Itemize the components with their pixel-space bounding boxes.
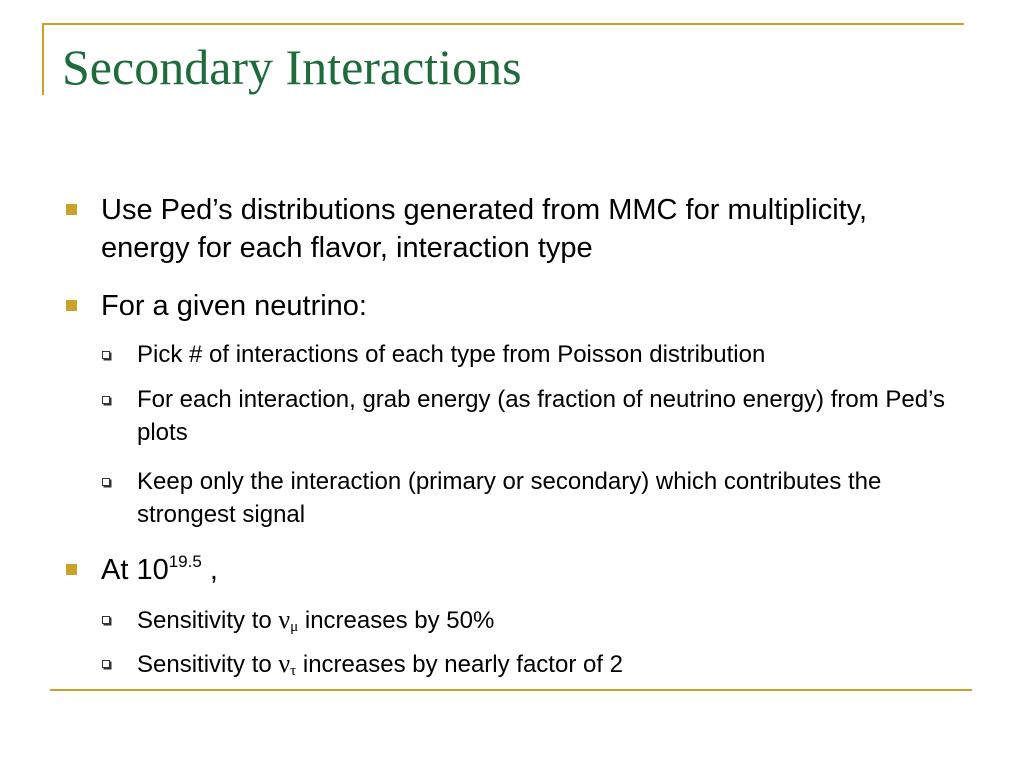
sub-bullet-text: Pick # of interactions of each type from Poisson distribution [137,341,766,368]
sub-bullet-text-suffix: increases by 50% [298,607,495,634]
hollow-square-bullet-icon [102,616,110,624]
bullet-item [101,287,961,325]
footer-rule [50,689,972,691]
hollow-square-bullet-icon [102,396,110,404]
bullet-text-prefix: At 10 [101,554,169,586]
left-frame-rule [42,23,44,95]
bullet-text: For a given neutrino: [101,290,367,322]
filled-square-bullet-icon [66,564,77,575]
sub-bullet-text: Keep only the interaction (primary or secondary) which contributes the strongest signal [137,468,882,528]
bullet-text: Use Ped’s distributions generated from MMC for multiplicity, energy for each flavor, interaction type [101,194,868,264]
bullet-item [101,551,961,589]
sub-bullet-text: Sensitivity to [137,651,279,678]
nu-symbol: ν [278,649,291,678]
sub-bullet-item [137,383,967,449]
hollow-square-bullet-icon [102,351,110,359]
sub-bullet-item [137,338,967,371]
sub-bullet-text-suffix: increases by nearly factor of 2 [296,651,624,678]
filled-square-bullet-icon [66,300,77,311]
sub-bullet-text: Sensitivity to [137,607,279,634]
hollow-square-bullet-icon [102,478,110,486]
muon-neutrino-symbol [278,605,298,634]
filled-square-bullet-icon [66,204,77,215]
sub-bullet-item [137,647,967,681]
flavor-subscript: τ [290,663,297,679]
slide-title: Secondary Interactions [62,39,522,95]
bullet-text-suffix: , [201,554,218,586]
flavor-subscript: μ [290,619,299,635]
tau-neutrino-symbol [278,649,296,678]
hollow-square-bullet-icon [102,660,110,668]
top-frame-rule [42,23,964,25]
sub-bullet-item [137,603,967,637]
energy-exponent: 19.5 [168,552,202,571]
nu-symbol: ν [278,605,291,634]
sub-bullet-text: For each interaction, grab energy (as fraction of neutrino energy) from Ped’s plots [137,386,945,446]
sub-bullet-item [137,465,967,531]
bullet-item [101,191,961,267]
